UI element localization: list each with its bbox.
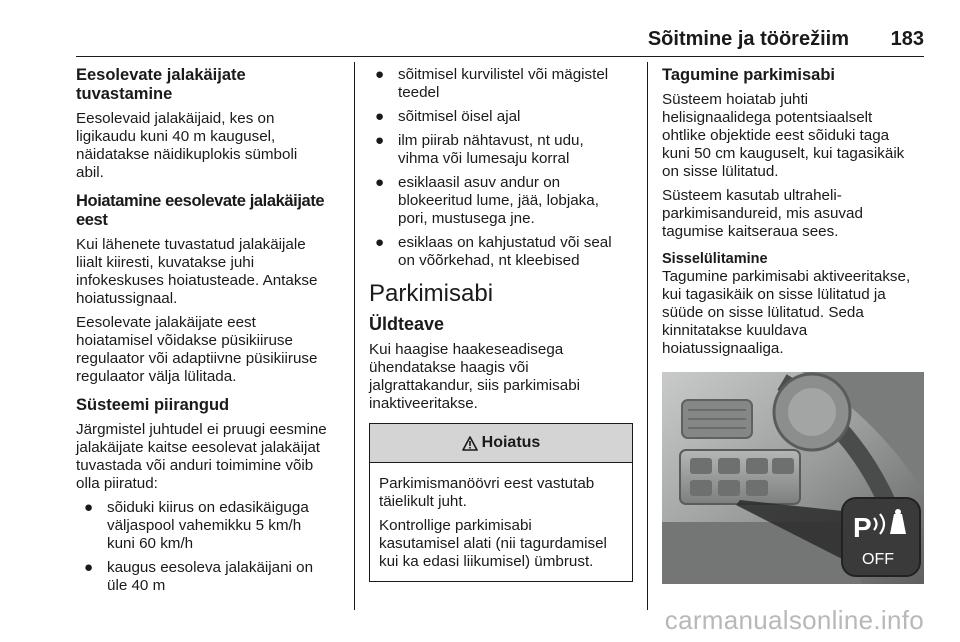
heading-rear-parking: Tagumine parkimisabi <box>662 66 835 84</box>
column-divider-2 <box>647 62 648 610</box>
list-item: ● ilm piirab nähtavust, nt udu, vihma või lumesaju korral <box>375 132 584 167</box>
list-item: ● sõitmisel kurvilistel või mägistel teedel <box>375 66 609 101</box>
header-rule <box>76 56 924 57</box>
column-3 <box>662 66 932 584</box>
heading-pedestrian-detection: Eesolevate jalakäijate tuvastamine <box>76 66 246 103</box>
watermark: carmanualsonline.info <box>664 605 924 635</box>
column-2 <box>369 66 633 582</box>
warning-box <box>369 423 633 582</box>
column-1 <box>76 66 344 601</box>
paragraph-rear-1: Süsteem hoiatab juhti helisignaalidega potentsiaalselt ohtlike objektide eest sõiduki taga kuni 50 cm kauguselt, kui tagasikäik on sisse lülitatud. <box>662 91 905 180</box>
warning-text-1: Parkimismanöövri eest vastutab täielikult juht. <box>379 475 595 510</box>
column-divider-1 <box>354 62 355 610</box>
dashboard-photo <box>662 372 924 584</box>
svg-text:P: P <box>853 512 872 543</box>
warning-header <box>370 424 632 463</box>
page-number: 183 <box>890 28 924 50</box>
paragraph-detection: Eesolevaid jalakäijaid, kes on ligikaudu kuni 40 m kaugusel, näidatakse näidikuplokis sümboli abil. <box>76 110 298 181</box>
warning-body <box>370 463 632 581</box>
list-item: ● kaugus eesoleva jalakäijani on üle 40 m <box>84 559 314 594</box>
limits-list-continued <box>369 66 633 270</box>
page-header <box>76 24 924 52</box>
heading-activation: Sisselülitamine <box>662 251 768 267</box>
limits-list <box>76 499 344 595</box>
paragraph-rear-2: Süsteem kasutab ultraheli- parkimisandureid, mis asuvad tagumise kaitseraua sees. <box>662 187 863 240</box>
list-item: ● esiklaas on kahjustatud või seal on võõrkehad, nt kleebised <box>375 234 612 269</box>
warning-text-2: Kontrollige parkimisabi kasutamisel alati (nii tagurdamisel kui ka edasi liikumisel) ümbrust. <box>379 517 607 570</box>
paragraph-activation: Tagumine parkimisabi aktiveeritakse, kui tagasikäik on sisse lülitatud ja süüde on sisse lülitatud. Seda kinnitatakse kuuldava hoiatussignaaliga. <box>662 268 911 357</box>
list-item: ● esiklaasil asuv andur on blokeeritud lume, jää, lobjaka, pori, mustusega jne. <box>375 174 599 227</box>
paragraph-warning-2: Eesolevate jalakäijate eest hoiatamisel võidakse püsikiiruse regulaator või adaptiivne püsikiiruse regulaator välja lülitada. <box>76 314 318 385</box>
paragraph-warning-1: Kui lähenete tuvastatud jalakäijale liialt kiiresti, kuvatakse juhi infokeskuses hoiatusteade. Antakse hoiatussignaal. <box>76 236 318 307</box>
list-item: ● sõiduki kiirus on edasikäiguga väljaspool vahemikku 5 km/h kuni 60 km/h <box>84 499 309 552</box>
list-item: ● sõitmisel öisel ajal <box>375 108 521 125</box>
paragraph-overview: Kui haagise haakeseadisega ühendatakse haagis või jalgrattakandur, siis parkimisabi inaktiveeritakse. <box>369 341 581 412</box>
button-off-label: OFF <box>862 551 894 568</box>
warning-triangle-icon <box>462 436 478 451</box>
dashboard-illustration <box>662 372 924 584</box>
warning-title: Hoiatus <box>481 434 541 451</box>
heading-system-limits: Süsteemi piirangud <box>76 396 230 414</box>
chapter-title: Sõitmine ja töörežiim <box>647 28 849 50</box>
paragraph-limits: Järgmistel juhtudel ei pruugi eesmine jalakäijate kaitse eesolevat jalakäijat tuvastada või anduri toimimine võib olla piiratud: <box>76 421 327 492</box>
heading-pedestrian-warning: Hoiatamine eesolevate jalakäijate eest <box>76 192 325 229</box>
heading-parking-assist: Parkimisabi <box>369 280 494 307</box>
heading-overview: Üldteave <box>369 314 445 334</box>
